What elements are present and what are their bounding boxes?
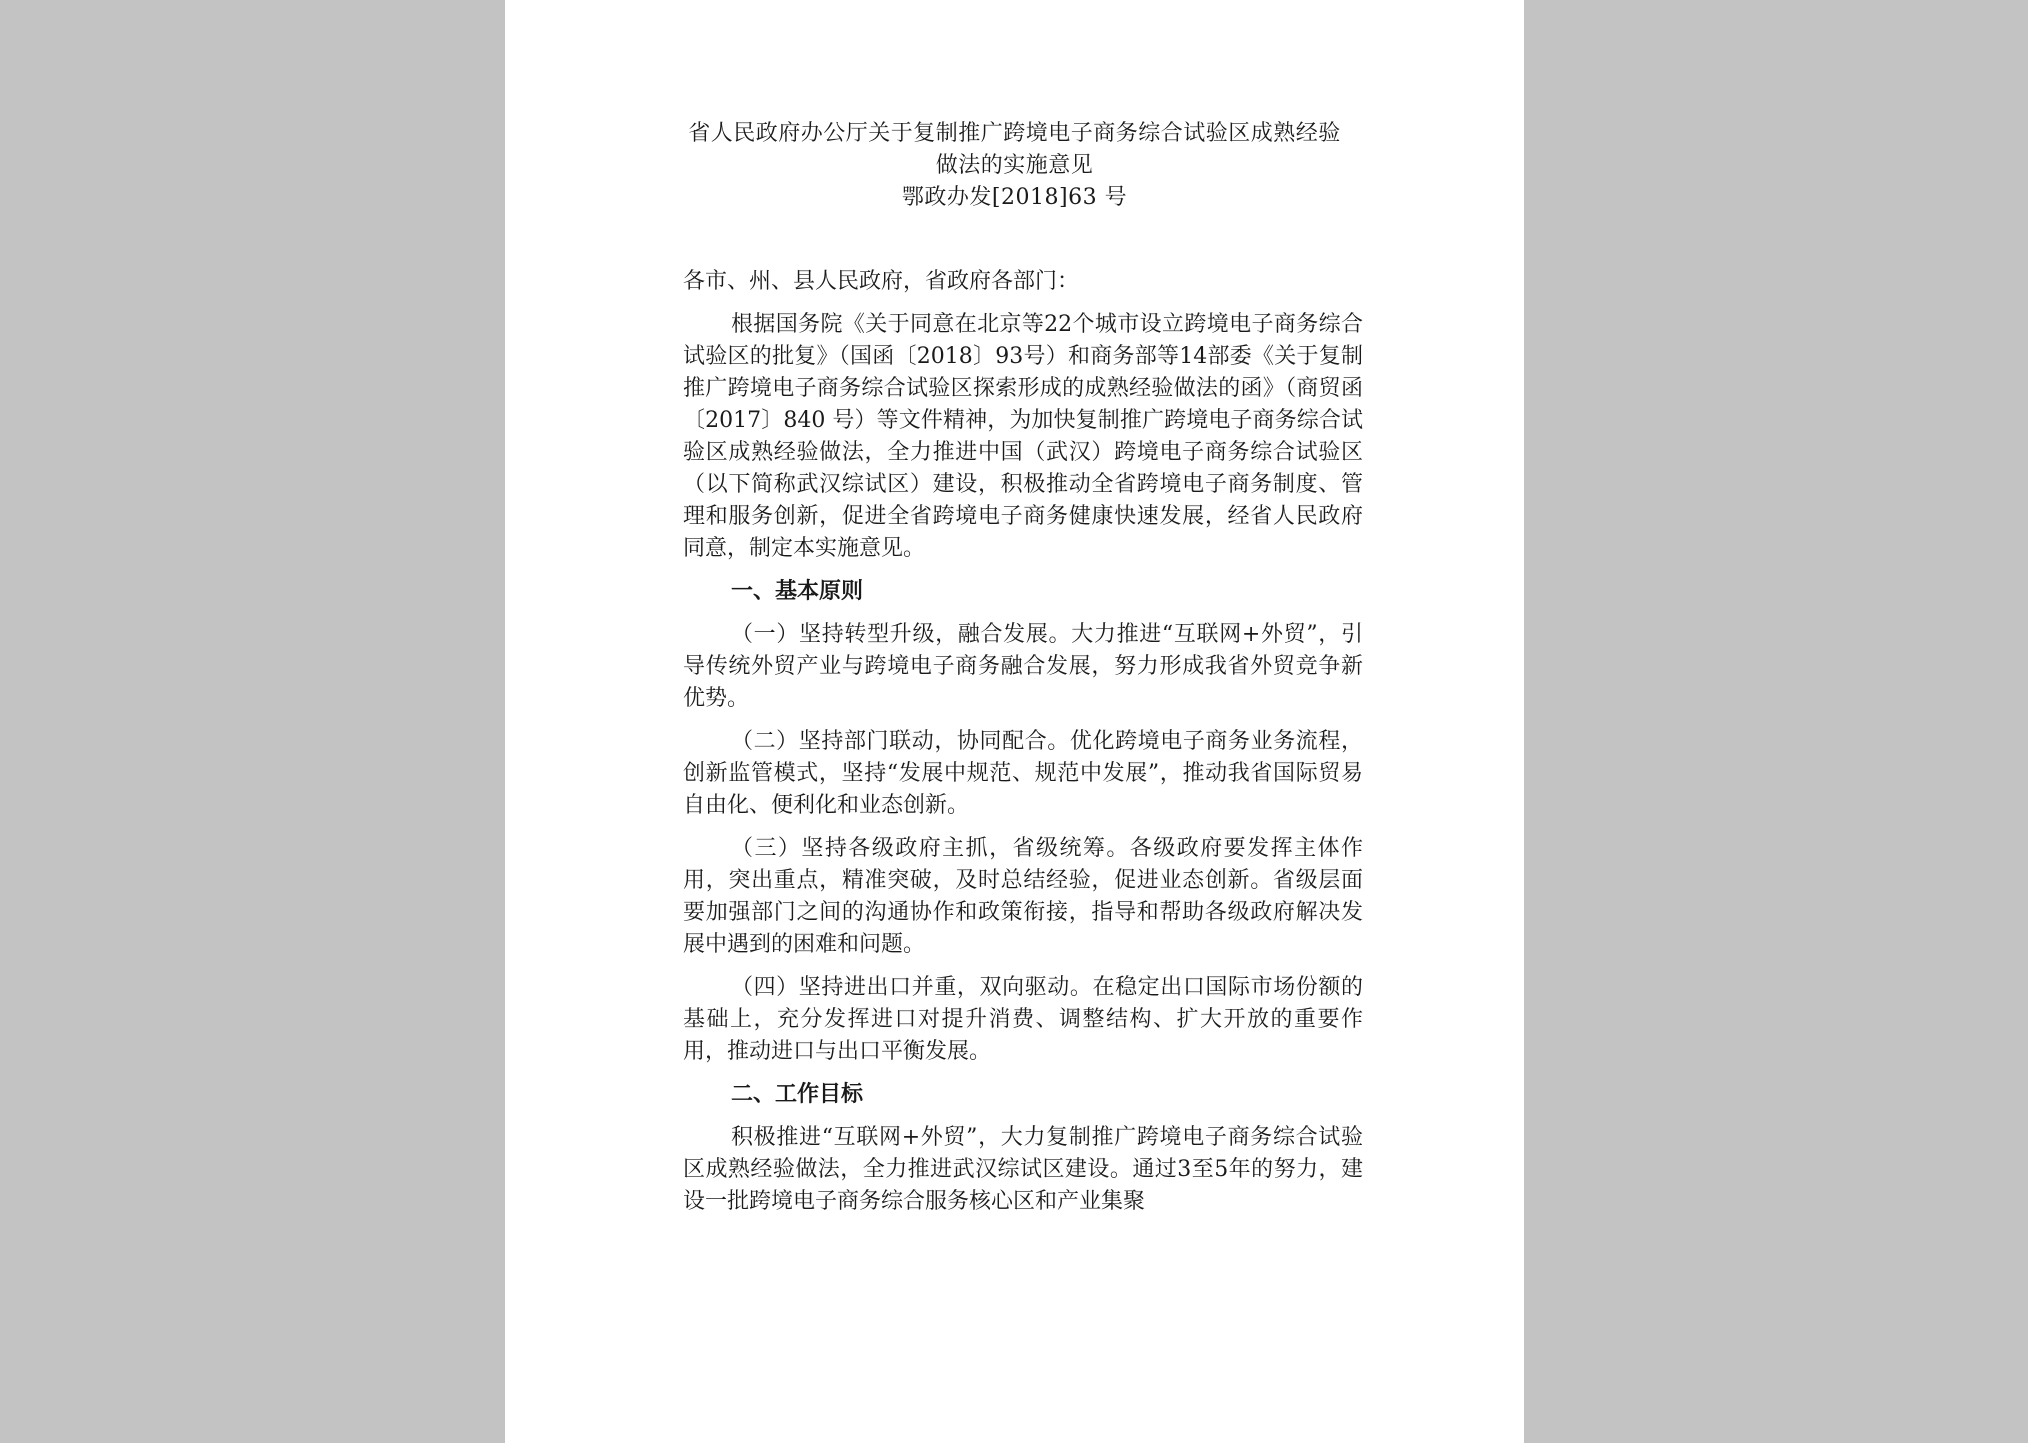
principle-paragraph-2: （二）坚持部门联动，协同配合。优化跨境电子商务业务流程，创新监管模式，坚持“发展中规范、规范中发展”，推动我省国际贸易自由化、便利化和业态创新。: [683, 729, 1363, 818]
principle-paragraph-4: （四）坚持进出口并重，双向驱动。在稳定出口国际市场份额的基础上，充分发挥进口对提升消费、调整结构、扩大开放的重要作用，推动进口与出口平衡发展。: [683, 975, 1363, 1064]
principle-paragraph-1: （一）坚持转型升级，融合发展。大力推进“互联网+外贸”，引导传统外贸产业与跨境电子商务融合发展，努力形成我省外贸竞争新优势。: [683, 622, 1363, 711]
salutation: 各市、州、县人民政府，省政府各部门：: [683, 269, 1080, 294]
document-page: [505, 0, 1524, 1443]
goal-paragraph: 积极推进“互联网+外贸”，大力复制推广跨境电子商务综合试验区成熟经验做法，全力推进武汉综试区建设。通过3至5年的努力，建设一批跨境电子商务综合服务核心区和产业集聚: [683, 1125, 1363, 1214]
document-header: [505, 118, 1524, 214]
document-title-line-1: 省人民政府办公厅关于复制推广跨境电子商务综合试验区成熟经验: [688, 121, 1341, 146]
intro-paragraph: 根据国务院《关于同意在北京等22个城市设立跨境电子商务综合试验区的批复》（国函〔2018〕93号）和商务部等14部委《关于复制推广跨境电子商务综合试验区探索形成的成熟经验做法的函》（商贸函〔2017〕840 号）等文件精神，为加快复制推广跨境电子商务综合试验区成熟经验做法，全力推进中国（武汉）跨境电子商务综合试验区（以下简称武汉综试区）建设，积极推动全省跨境电子商务制度、管理和服务创新，促进全省跨境电子商务健康快速发展，经省人民政府同意，制定本实施意见。: [683, 312, 1363, 561]
section-heading-principles: 一、基本原则: [731, 579, 864, 604]
principle-paragraph-3: （三）坚持各级政府主抓，省级统筹。各级政府要发挥主体作用，突出重点，精准突破，及时总结经验，促进业态创新。省级层面要加强部门之间的沟通协作和政策衔接，指导和帮助各级政府解决发展中遇到的困难和问题。: [683, 836, 1363, 957]
document-number: 鄂政办发[2018]63 号: [901, 185, 1128, 210]
document-title-line-2: 做法的实施意见: [935, 153, 1094, 178]
section-heading-goals: 二、工作目标: [731, 1082, 864, 1107]
document-body: [683, 266, 1363, 1218]
